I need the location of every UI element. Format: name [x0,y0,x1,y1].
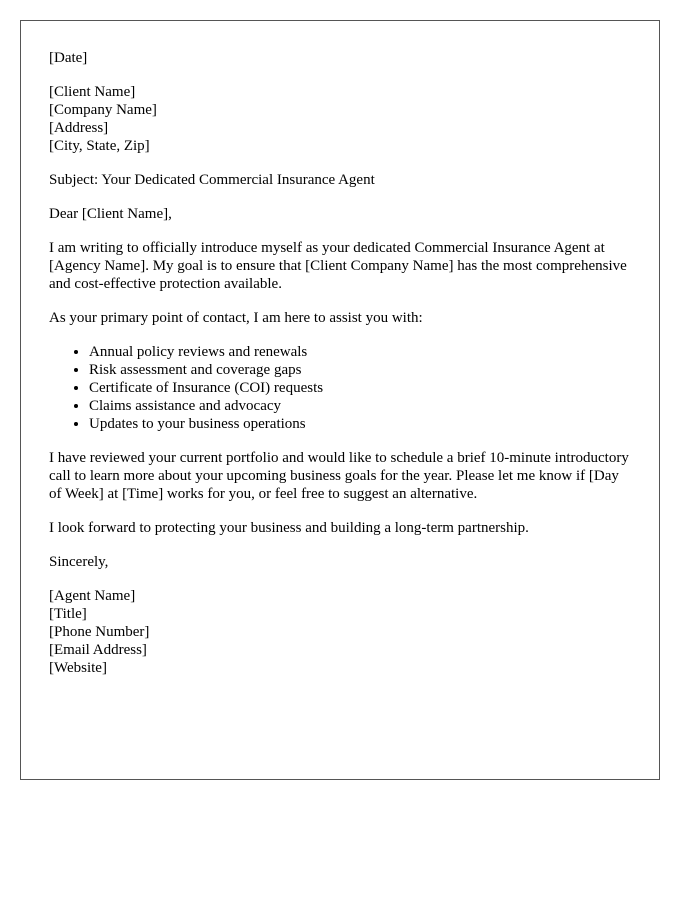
signature-phone: [Phone Number] [49,624,150,640]
signature-agent-name: [Agent Name] [49,588,136,604]
signature-email: [Email Address] [49,642,147,658]
letter-page [20,20,660,780]
closing-sign-off: Sincerely, [49,554,109,570]
signature-block [49,587,631,677]
signature-website: [Website] [49,660,107,676]
assist-paragraph: As your primary point of contact, I am here to assist you with: [49,310,423,326]
signature-title: [Title] [49,606,87,622]
recipient-address: [Address] [49,120,109,136]
subject-line: Subject: Your Dedicated Commercial Insurance Agent [49,172,375,188]
salutation: Dear [Client Name], [49,206,172,222]
recipient-address-block [49,83,631,155]
list-item: • Certificate of Insurance (COI) requests [89,379,631,397]
services-list [49,343,631,433]
closing-paragraph: I look forward to protecting your business and building a long-term partnership. [49,520,529,536]
date-line [49,49,631,67]
recipient-city-state-zip: [City, State, Zip] [49,138,150,154]
recipient-client-name: [Client Name] [49,84,136,100]
list-item: • Annual policy reviews and renewals [89,343,631,361]
date-text: [Date] [49,50,88,66]
list-item: • Claims assistance and advocacy [89,397,631,415]
recipient-company-name: [Company Name] [49,102,157,118]
list-item: • Risk assessment and coverage gaps [89,361,631,379]
list-item: • Updates to your business operations [89,415,631,433]
call-request-paragraph: I have reviewed your current portfolio and would like to schedule a brief 10-minute introductory call to learn more about your upcoming business goals for the year. Please let me know if [Day of Week] at [Time] works for you, or feel free to suggest an alternative. [49,450,629,502]
intro-paragraph: I am writing to officially introduce myself as your dedicated Commercial Insurance Agent at [Agency Name]. My goal is to ensure that [Client Company Name] has the most comprehensive and cost-effective protection available. [49,240,627,292]
